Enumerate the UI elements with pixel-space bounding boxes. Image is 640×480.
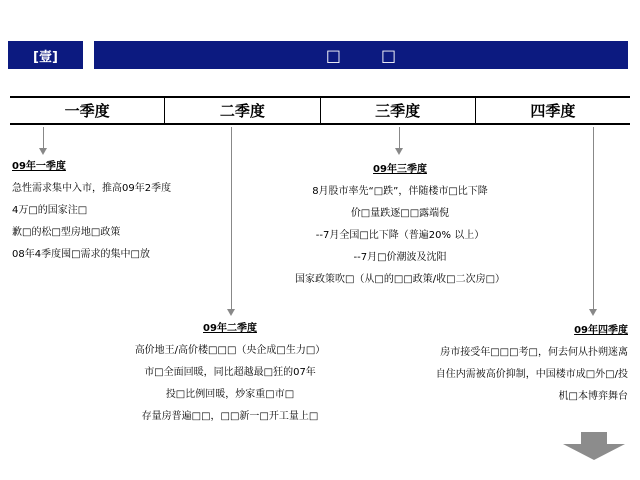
q1-line: 4万□的国家注□	[12, 205, 88, 216]
quarter-q2: 二季度	[165, 98, 320, 123]
q1-heading: 09年一季度	[12, 161, 66, 172]
q3-line: 8月股市率先“□跌”，伴随楼市□比下降	[312, 186, 488, 197]
q1-line: 08年4季度囤□需求的集中□放	[12, 249, 150, 260]
q2-line: 市□全面回暖，同比超越最□狂的07年	[144, 367, 316, 378]
q4-line: 机□本博弈舞台	[558, 391, 628, 402]
quarter-timeline	[10, 96, 630, 125]
q4-heading: 09年四季度	[574, 325, 628, 336]
q2-block	[100, 318, 360, 428]
q1-line: 歉□的松□型房地□政策	[12, 227, 121, 238]
q2-line: 高价地王/高价楼□□□（央企成□生力□）	[134, 345, 326, 356]
quarter-q3: 三季度	[321, 98, 476, 123]
q3-line: --7月□价潮波及沈阳	[353, 252, 447, 263]
next-page-button[interactable]	[563, 432, 625, 460]
q1-line: 急性需求集中入市，推高09年2季度	[12, 183, 172, 194]
q3-arrowhead	[395, 148, 403, 155]
quarter-q4: 四季度	[530, 102, 576, 120]
q3-block	[256, 159, 544, 291]
q4-connector	[593, 127, 594, 310]
q2-heading: 09年二季度	[203, 323, 257, 334]
page-title: □□	[94, 41, 628, 69]
q3-line: 价□量跌逐□□露端倪	[350, 208, 450, 219]
section-label: [壹]	[8, 41, 83, 69]
q2-line: 投□比例回暖，炒家重□市□	[165, 389, 295, 400]
q4-block	[378, 320, 628, 408]
q3-heading: 09年三季度	[373, 164, 427, 175]
q4-line: 自住内需被高价抑制，中国楼市成□外□/投	[435, 369, 628, 380]
q2-line: 存量房普遍□□，□□新一□开工量上□	[141, 411, 319, 422]
q4-line: 房市接受年□□□考□，何去何从扑朔迷离	[440, 347, 628, 358]
q2-arrowhead	[227, 309, 235, 316]
q3-line: 国家政策吹□（从□的□□政策/收□二次房□）	[294, 274, 506, 285]
q1-arrowhead	[39, 148, 47, 155]
q4-arrowhead	[589, 309, 597, 316]
down-arrow-icon	[563, 432, 625, 460]
q3-connector	[399, 127, 400, 149]
q1-block	[12, 156, 232, 266]
q3-line: --7月全国□比下降（普遍20% 以上）	[315, 230, 485, 241]
q1-connector	[43, 127, 44, 149]
quarter-q1: 一季度	[10, 98, 165, 123]
